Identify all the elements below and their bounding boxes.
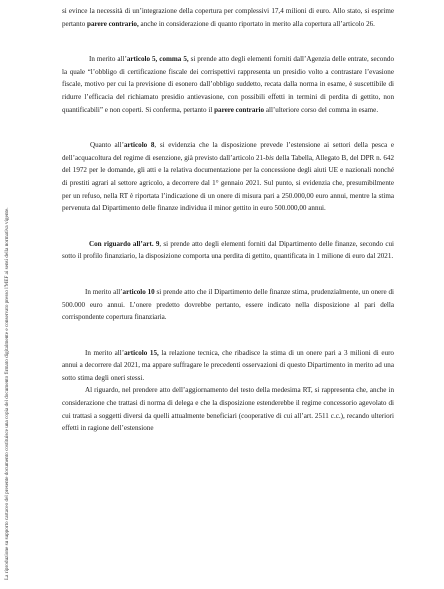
text-run: all’ulteriore corso del comma in esame. (264, 105, 379, 114)
text-run: , si evidenzia che la disposizione prevede l’estensione ai settori della pesca e dell’acquacoltura del regime di esenzione, già previsto dall’articolo 21- (62, 141, 395, 162)
text-run: della Tabella, Allegato B, del DPR n. 642 del 1972 per le domande, gli atti e la relativa documentazione per la concessione degli aiuti UE e nazionali nonché di prestiti agrari al settore agricolo, a decorrere dal 1° gennaio 2021. Sul punto, si evidenzia che, presumibilmente per un refuso, nella RT è riportata l’indicazione di un onere di misura pari a 250.000,00 euro annui, mentre la stima pervenuta dal Dipartimento delle finanze individua il minor gettito in euro 500.000,00 annui. (62, 153, 395, 213)
paragraph-articolo-5 (62, 53, 394, 116)
paragraph-copertura (62, 5, 394, 30)
paragraph-articolo-9 (62, 238, 394, 263)
text-run: si prende atto che il Dipartimento delle finanze stima, prudenzialmente, un onere di 500.000 euro annui. L’onere predetto dovrebbe pertanto, essere indicato nella disposizione al pari della corrispondente copertura finanziaria. (62, 287, 394, 322)
paragraph-al-riguardo (62, 384, 394, 434)
vertical-side-note (2, 28, 12, 588)
paragraph-articolo-10 (62, 286, 394, 324)
text-run: In merito all’ (89, 55, 127, 64)
bold-run: articolo 15, (124, 348, 159, 357)
text-run: si prende atto degli elementi forniti dall’Agenzia delle entrate, secondo la quale “l’obbligo di certificazione fiscale dei corrispettivi rappresenta un presidio volto a contrastare l’evasione fiscale, motivo per cui la previsione di esonero dall’obbligo suddetto, recata dalla norma in esame, è suscettibile di ridurre l’efficacia del richiamato presidio antievasione, con possibili effetti in termini di perdita di gettito, non quantificabili” e non coperti. Si conferma, pertanto il (62, 55, 394, 114)
text-run: , si prende atto degli elementi forniti dal Dipartimento delle finanze, secondo cui sotto il profilo finanziario, la disposizione comporta una perdita di gettito, quantificata in 1 milione di euro dal 2021. (62, 239, 394, 261)
text-run: Al riguardo, nel prendere atto dell’aggiornamento del testo della medesima RT, si rappresenta che, anche in considerazione che trattasi di norma di delega e che la disposizione estenderebbe il regime concessorio agevolato di cui trattasi a soggetti diversi da quelli attualmente beneficiari (cooperative di cui all’art. 2511 c.c.), recando ulteriori effetti in ragione dell’estensione (62, 386, 394, 433)
bold-run: articolo 10 (122, 287, 155, 296)
paragraph-articolo-15 (62, 347, 394, 385)
text-run: anche in considerazione di quanto riportato in merito alla copertura all’articolo 26. (138, 19, 375, 28)
paragraph-articolo-8 (62, 139, 394, 215)
side-note-text: La riproduzione su supporto cartaceo del presente documento costituisce una copia del documento firmato digitalmente e conservato presso l'MEF ai sensi della normativa vigente. (4, 207, 10, 580)
document-body (62, 5, 394, 435)
bold-run: Con riguardo all’art. 9 (89, 239, 160, 248)
text-run: si evince la necessità di un’integrazione della copertura per complessivi 17,4 milioni di euro. Allo stato, si esprime pertanto (62, 7, 394, 28)
bold-run: articolo 8 (123, 141, 155, 150)
bold-run: articolo 5, comma 5, (126, 55, 189, 64)
text-run: la relazione tecnica, che ribadisce la stima di un onere pari a 3 milioni di euro annui a decorrere dal 2021, ma appare suffragare le precedenti osservazioni di questo Dipartimento in merito ad una sotto stima degli oneri stessi. (62, 348, 394, 382)
text-run: Quanto all’ (90, 141, 124, 150)
bold-run: parere contrario, (87, 19, 139, 28)
text-run: In merito all’ (85, 287, 123, 296)
italic-run: bis (265, 153, 274, 162)
bold-run: parere contrario (214, 105, 265, 114)
text-run: In merito all’ (85, 348, 125, 357)
